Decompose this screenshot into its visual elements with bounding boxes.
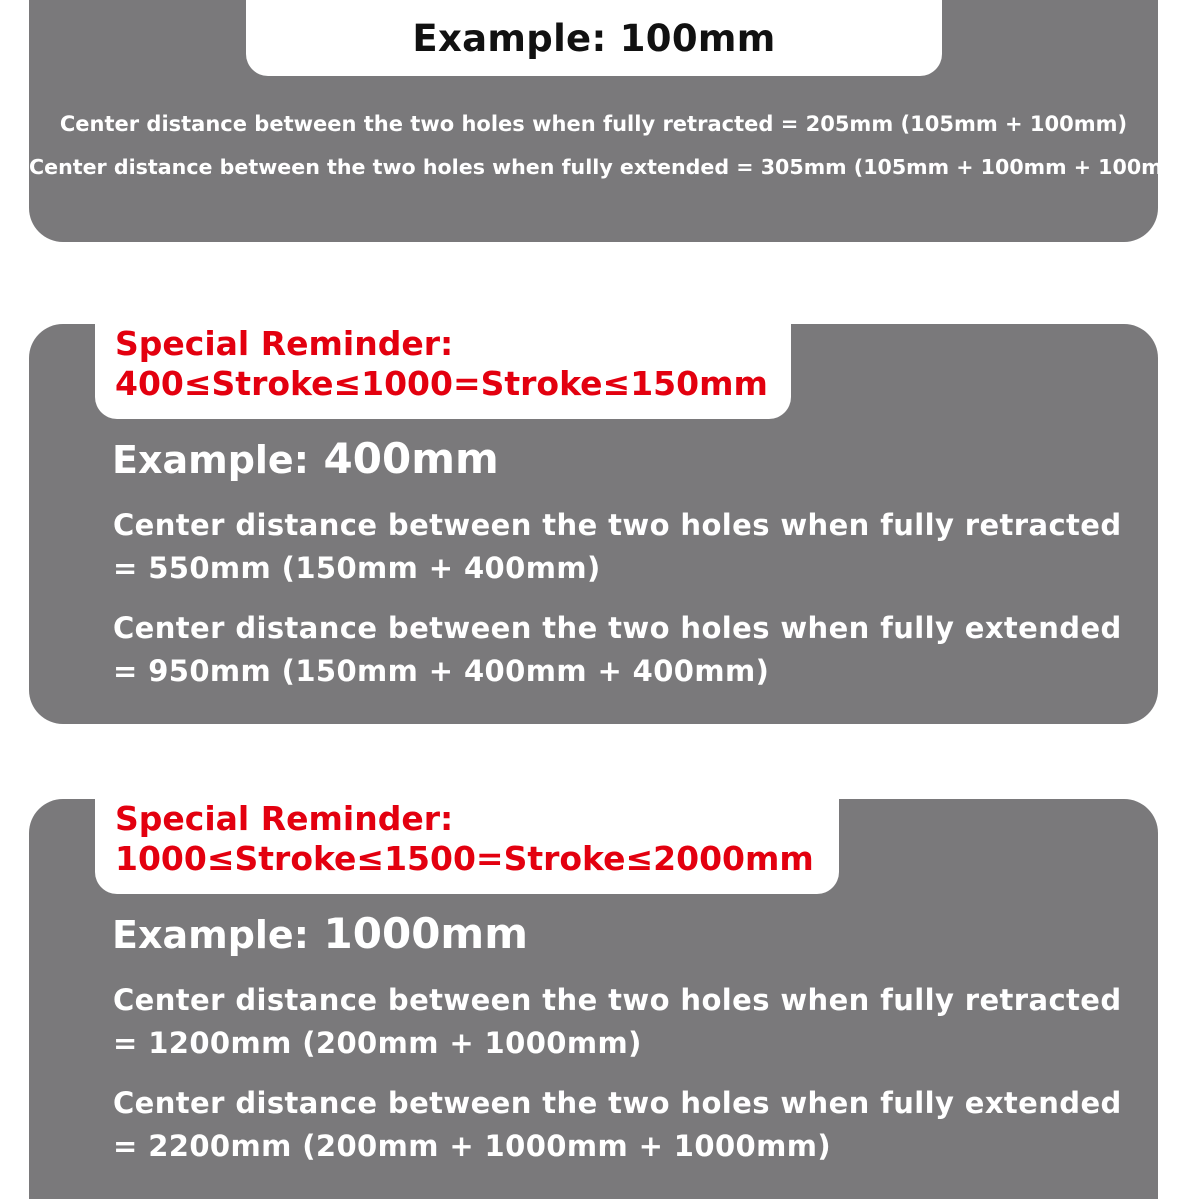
extended-line-1: Center distance between the two holes when fully extended (113, 1086, 1122, 1120)
retracted-line-2: = 550mm (150mm + 400mm) (113, 551, 601, 585)
example-heading (112, 434, 499, 483)
retracted-line-1: Center distance between the two holes when fully retracted (113, 508, 1122, 542)
example-100mm-card (29, 0, 1194, 242)
example-title-tab (246, 0, 942, 76)
extended-distance-text (113, 607, 1122, 693)
retracted-line-1: Center distance between the two holes when fully retracted (113, 983, 1122, 1017)
special-reminder-rule: 400≤Stroke≤1000=Stroke≤150mm (115, 364, 768, 403)
extended-line-2: = 2200mm (200mm + 1000mm + 1000mm) (113, 1129, 831, 1163)
extended-line-1: Center distance between the two holes when fully extended (113, 611, 1122, 645)
special-reminder-box (95, 324, 791, 419)
example-value: 400mm (323, 434, 499, 483)
special-reminder-title: Special Reminder: (115, 799, 454, 838)
extended-distance-text (113, 1082, 1122, 1168)
example-heading (112, 909, 528, 958)
extended-distance-text: Center distance between the two holes when fully extended = 305mm (105mm + 100mm + 100mm) (29, 155, 1194, 179)
example-value: 1000mm (323, 909, 528, 958)
retracted-distance-text (113, 979, 1122, 1065)
example-label: Example: (112, 438, 309, 482)
example-1000mm-card (29, 799, 1158, 1199)
special-reminder-title: Special Reminder: (115, 324, 454, 363)
special-reminder-box (95, 799, 839, 894)
retracted-distance-text (113, 504, 1122, 590)
extended-line-2: = 950mm (150mm + 400mm + 400mm) (113, 654, 770, 688)
retracted-distance-text: Center distance between the two holes when fully retracted = 205mm (105mm + 100mm) (59, 112, 1128, 136)
example-label: Example: (112, 913, 309, 957)
example-title: Example: 100mm (412, 16, 776, 60)
example-400mm-card (29, 324, 1158, 724)
special-reminder-rule: 1000≤Stroke≤1500=Stroke≤2000mm (115, 839, 814, 878)
retracted-line-2: = 1200mm (200mm + 1000mm) (113, 1026, 642, 1060)
